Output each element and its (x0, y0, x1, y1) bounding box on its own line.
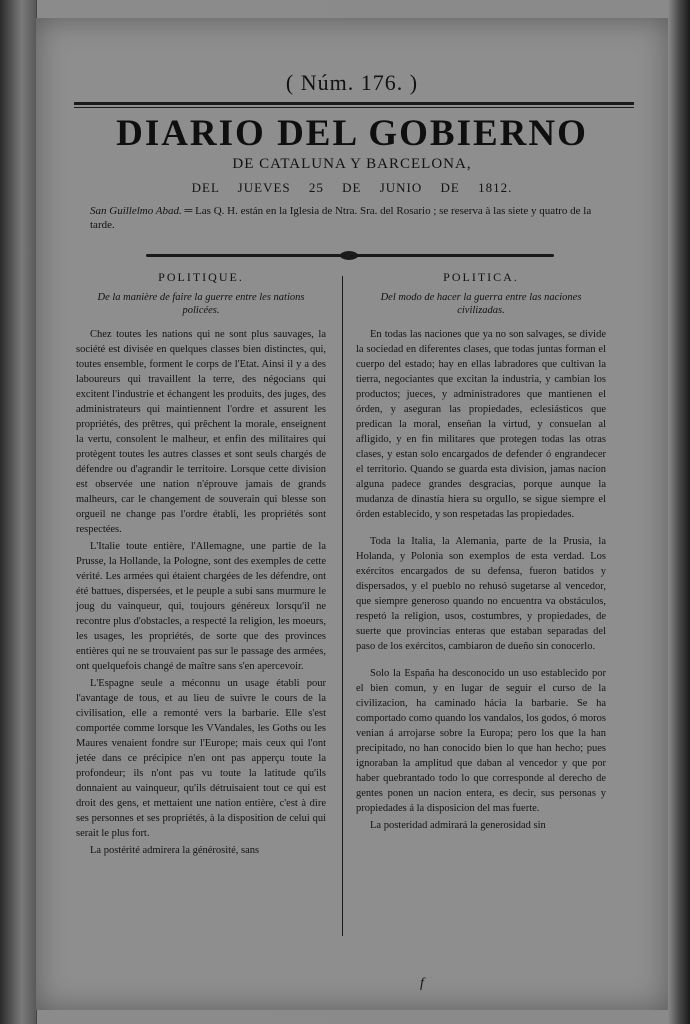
daily-notice (90, 204, 616, 232)
dateline: DEL JUEVES 25 DE JUNIO DE 1812. (191, 180, 513, 195)
notice-separator: ═ (181, 205, 196, 217)
right-paragraph-4: La posteridad admirará la generosidad sin (370, 820, 546, 831)
right-paragraph-2: Toda la Italia, la Alemania, parte de la Prusia, la Holanda, y Polonia son exemplos de esta verdad. Los exércitos encargados de su defensa, fueron batidos y dispersados, y el pueblo no rehusó sugetarse al vencedor, que siempre generoso quando no encuentra va obstáculos, respetó la religion, usos, costumbres, y propiedades, de suerte que provincias enteras que estaban separadas del paso de los exércitos, cambiaron de dueño sin conocerlo. (356, 536, 606, 652)
left-paragraph-2: L'Italie toute entière, l'Allemagne, une partie de la Prusse, la Hollande, la Pologne, sont des exemples de cette vérité. Les armées qui étaient chargées de les défendre, ont été battues, dispersées, et le peuple a subi sans murmure le joug du vainqueur, qui, toujours généreux lorsqu'il ne recontre plus d'obstacles, a respecté la religion, les moeurs, les usages, les propriétés, de sorte que des provinces entières qui ne se trouvaient pas sur le passage des armées, ont quelquefois changé de maître sans s'en apercevoir. (76, 541, 326, 672)
masthead-subtitle: DE CATALUNA Y BARCELONA, (232, 156, 472, 172)
right-paragraph-1: En todas las naciones que ya no son salvages, se divide la sociedad en diferentes clases, que todas juntas forman el cuerpo del estado; hay en ellas labradores que cultivan la tierra, negociantes que excitan la industria, y cambian los productos; jueces, y administradores que mantienen el órden, y aseguran las propiedades, eclesiásticos que predican la moral, enseñan la virtud, y consuelan al afligido, y en fin militares que protegen todas las otras clases, y estan solo encargados de defender ó engrandecer el territorio. Quando se guarda esta division, jamas nacion alguna padece grandes desgracias, porque aunque la mudanza de dinastía hiera su orgullo, se sigue siempre el órden establecido, y son respetadas las propiedades. (356, 329, 606, 520)
newspaper-page (36, 18, 668, 1010)
left-column-heading: POLITIQUE. (158, 270, 244, 284)
column-divider (342, 276, 343, 936)
left-column-french (76, 270, 326, 860)
issue-number: ( Núm. 176. ) (285, 70, 419, 95)
masthead-title: DIARIO DEL GOBIERNO (116, 113, 588, 154)
previous-page-edge (0, 0, 37, 1024)
right-column-spanish (356, 270, 606, 835)
left-column-subheading: De la manière de faire la guerre entre les nations policées. (97, 292, 305, 316)
masthead-rule-thin (74, 107, 634, 108)
right-column-subheading: Del modo de hacer la guerra entre las naciones civilizadas. (380, 292, 582, 316)
ornamental-rule-center (340, 251, 358, 260)
notice-saint: San Guillelmo Abad. (90, 205, 182, 217)
left-paragraph-3: L'Espagne seule a méconnu un usage établi pour l'avantage de tous, et au lieu de suivre le cours de la civilisation, elle a remonté vers la barbarie. Elle s'est comportée comme lorsque les VVandales, les Goths ou les Maures venaient fondre sur l'Europe; mais ceux qui l'ont jetée dans ce précipice n'en ont pas apperçu toute la profondeur; ils n'ont pas vu toute la latitude qu'ils donnaient au vainqueur, qu'ils détruisaient tout ce qui est droit des gens, et mettaient une nation entière, c'est à dire ses personnes et ses propriétés, à la disposition de celui qui serait le plus fort. (76, 678, 326, 839)
folio-mark: f (420, 976, 424, 991)
notice-text: Las Q. H. están en la Iglesia de Ntra. Sra. del Rosario ; se reserva à las siete y quatro de la tarde. (90, 205, 592, 231)
left-paragraph-4: La postérité admirera la générosité, sans (90, 845, 260, 856)
right-column-heading: POLITICA. (443, 270, 519, 284)
masthead-rule-thick (74, 102, 634, 105)
left-paragraph-1: Chez toutes les nations qui ne sont plus sauvages, la société est divisée en quelques classes bien distinctes, qui, toutes ensemble, forment le corps de l'Etat. Ainsi il y a des laboureurs qui travaillent la terre, des négocians qui excitent l'industrie et échangent les produits, des juges, des administrateurs qui maintiennent l'ordre et assurent les propriétés, des prêtres, qui prêchent la morale, enseignent la vertu, consolent le malheur, et enfin des militaires qui protègent toutes les autres classes et sont seuls chargés de défendre ou d'agrandir le territoire. Lorsque cette division est observée une nation n'éprouve jamais de grands malheurs, car le changement de souverain qui blesse son orgueil ne change pas l'ordre établi, les propriétés sont respectées. (76, 329, 326, 535)
right-paragraph-3: Solo la España ha desconocido un uso establecido por el bien comun, y en lugar de seguir el curso de la civilizacion, ha caminado hácia la barbarie. Se ha comportado como quando los vandalos, los godos, ó moros venian á arrojarse sobre la Europa; pero los que la han precipitado, no han conocido bien lo que han hecho; pues ignoraban la amplitud que daban al vencedor y que por haber quebrantado todo lo que corresponde al derecho de gentes ponen un nacion entera, es decir, sus personas y propiedades á la disposicion del mas fuerte. (356, 668, 606, 814)
